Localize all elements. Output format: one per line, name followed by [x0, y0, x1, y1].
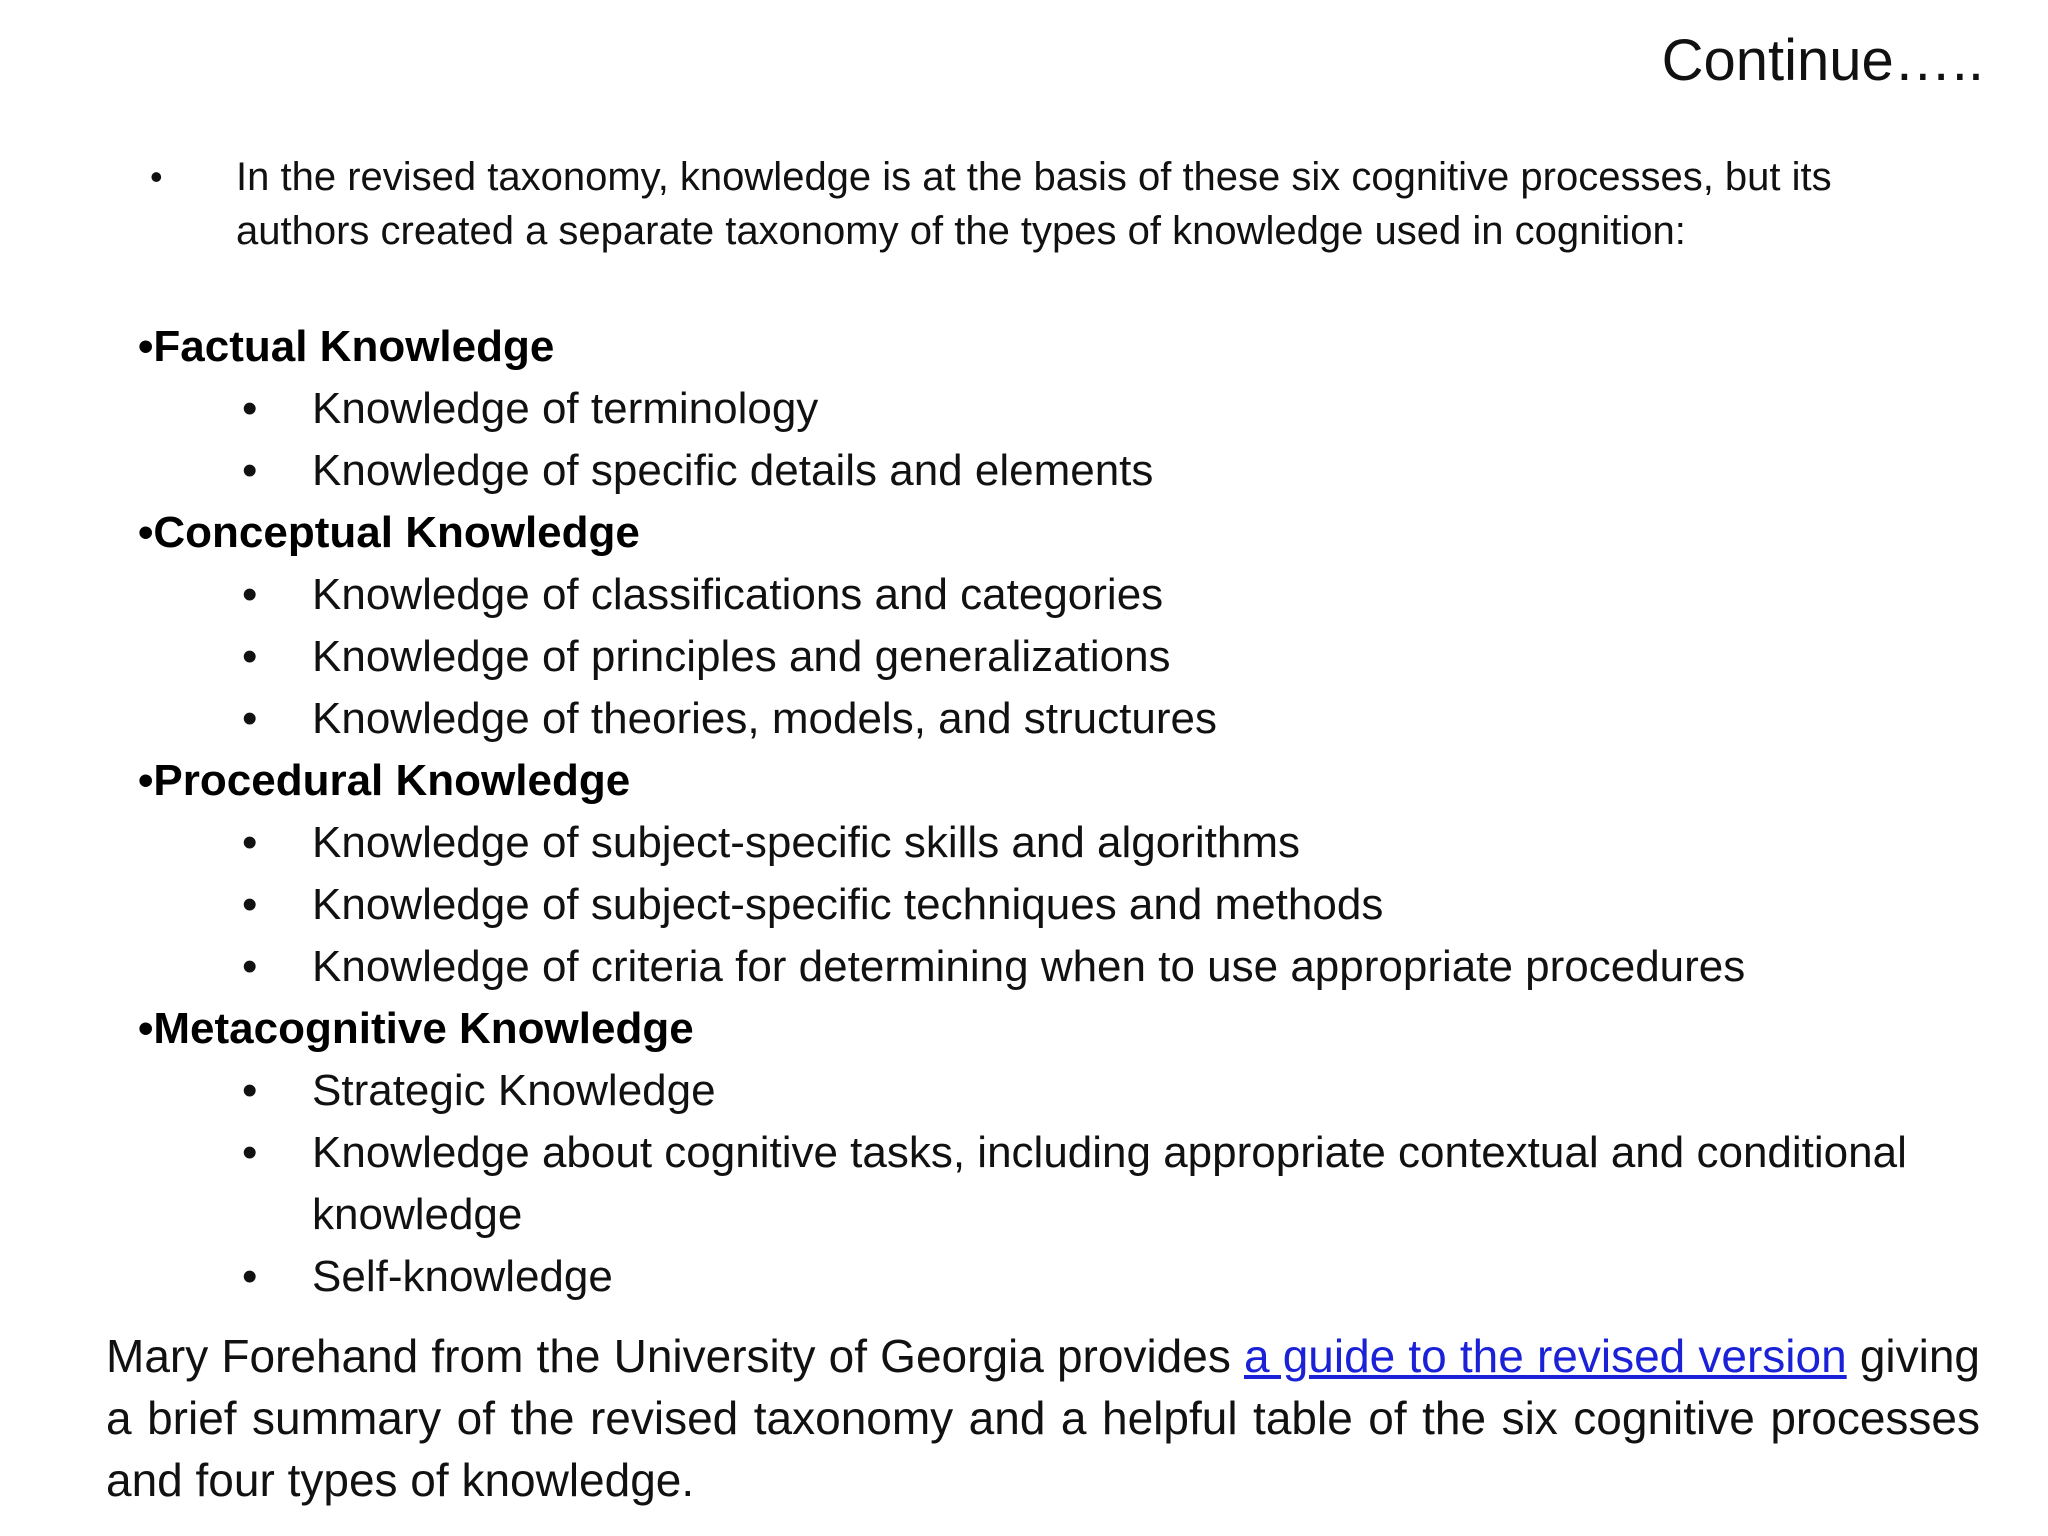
list-item-text: Knowledge of subject-specific skills and algorithms	[312, 818, 1301, 867]
list-item-text: Knowledge of principles and generalizations	[312, 632, 1171, 681]
list-item	[138, 874, 1958, 936]
intro-paragraph	[150, 150, 1910, 258]
list-item	[138, 1122, 1958, 1246]
list-item	[138, 936, 1958, 998]
category-procedural-knowledge: •Procedural Knowledge	[138, 756, 631, 805]
category-factual-knowledge: •Factual Knowledge	[138, 322, 555, 371]
intro-text: In the revised taxonomy, knowledge is at the basis of these six cognitive processes, but its authors created a separate taxonomy of the types of knowledge used in cognition:	[236, 155, 1832, 253]
list-item-text: Knowledge of theories, models, and structures	[312, 694, 1217, 743]
list-item	[138, 812, 1958, 874]
list-item-text: Knowledge of criteria for determining when to use appropriate procedures	[312, 942, 1746, 991]
slide-title: Continue…..	[1661, 28, 1984, 93]
bullet: •	[242, 1128, 258, 1177]
list-item	[138, 626, 1958, 688]
footer-paragraph	[106, 1325, 1980, 1511]
footer-text-before: Mary Forehand from the University of Georgia provides	[106, 1330, 1244, 1382]
revised-version-guide-link[interactable]: a guide to the revised version	[1243, 1330, 1847, 1382]
bullet: •	[242, 1252, 258, 1301]
bullet: •	[242, 570, 258, 619]
list-item-text: Knowledge of classifications and categories	[312, 570, 1164, 619]
bullet: •	[242, 446, 258, 495]
intro-bullet: •	[150, 156, 163, 197]
bullet: •	[242, 384, 258, 433]
list-item	[138, 1060, 1958, 1122]
bullet: •	[242, 632, 258, 681]
bullet: •	[242, 694, 258, 743]
list-item	[138, 378, 1958, 440]
list-item-text: Knowledge of terminology	[312, 384, 819, 433]
list-item-text: Knowledge about cognitive tasks, including appropriate contextual and conditional knowledge	[312, 1128, 1907, 1239]
list-item	[138, 440, 1958, 502]
bullet: •	[242, 1066, 258, 1115]
bullet: •	[242, 818, 258, 867]
list-item-text: Strategic Knowledge	[312, 1066, 716, 1115]
bullet: •	[242, 942, 258, 991]
category-conceptual-knowledge: •Conceptual Knowledge	[138, 508, 640, 557]
list-item-text: Self-knowledge	[312, 1252, 613, 1301]
list-item-text: Knowledge of specific details and elements	[312, 446, 1154, 495]
knowledge-types-list	[138, 316, 1958, 1308]
list-item	[138, 1246, 1958, 1308]
footer-text-after: giving a brief summary of the revised taxonomy and a helpful table of the six cognitive processes and four types of knowledge.	[106, 1330, 1981, 1506]
bullet: •	[242, 880, 258, 929]
list-item	[138, 564, 1958, 626]
list-item	[138, 688, 1958, 750]
list-item-text: Knowledge of subject-specific techniques and methods	[312, 880, 1384, 929]
category-metacognitive-knowledge: •Metacognitive Knowledge	[138, 1004, 694, 1053]
